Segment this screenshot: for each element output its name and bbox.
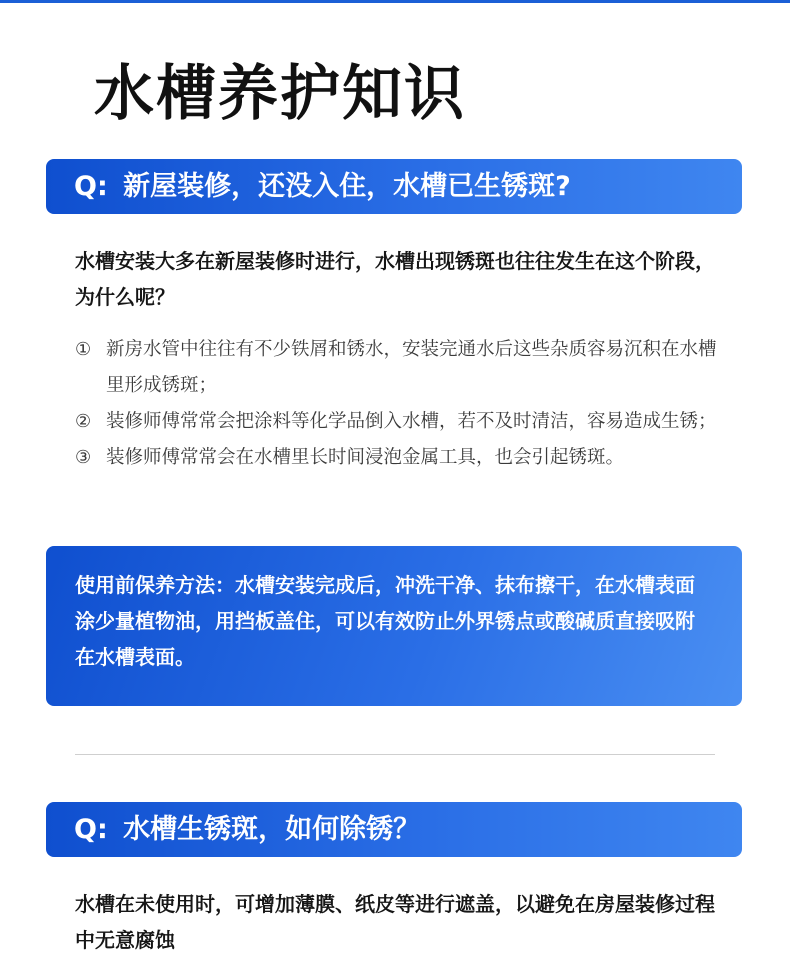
list-item [75,332,717,404]
list-number: ③ [75,447,92,468]
list-item-text: 装修师傅常常会在水槽里长时间浸泡金属工具，也会引起锈斑。 [106,447,625,468]
reason-list [75,332,717,476]
list-number: ① [75,339,92,360]
maintenance-tip-text: 使用前保养方法：水槽安装完成后，冲洗干净、抹布擦干，在水槽表面涂少量植物油，用挡板盖住，可以有效防止外界锈点或酸碱质直接吸附在水槽表面。 [75,573,695,669]
list-item [75,404,717,440]
question-prefix: Q: [74,171,108,202]
maintenance-tip-box [46,546,742,706]
question-prefix: Q: [74,814,108,845]
question-banner-2 [46,802,742,857]
page-title: 水槽养护知识 [94,59,466,129]
top-accent-bar [0,0,790,3]
list-number: ② [75,411,92,432]
question-text: 新屋装修，还没入住，水槽已生锈斑? [123,171,571,202]
section-divider [75,754,715,755]
list-item-text: 新房水管中往往有不少铁屑和锈水，安装完通水后这些杂质容易沉积在水槽里形成锈斑； [106,339,717,396]
list-item-text: 装修师傅常常会把涂料等化学品倒入水槽，若不及时清洁，容易造成生锈； [106,411,717,432]
question-text: 水槽生锈斑，如何除锈？ [123,814,421,845]
section2-intro: 水槽在未使用时，可增加薄膜、纸皮等进行遮盖，以避免在房屋装修过程中无意腐蚀 [75,892,715,952]
question-banner-1 [46,159,742,214]
list-item [75,440,717,476]
section1-intro: 水槽安装大多在新屋装修时进行，水槽出现锈斑也往往发生在这个阶段，为什么呢？ [75,249,715,309]
